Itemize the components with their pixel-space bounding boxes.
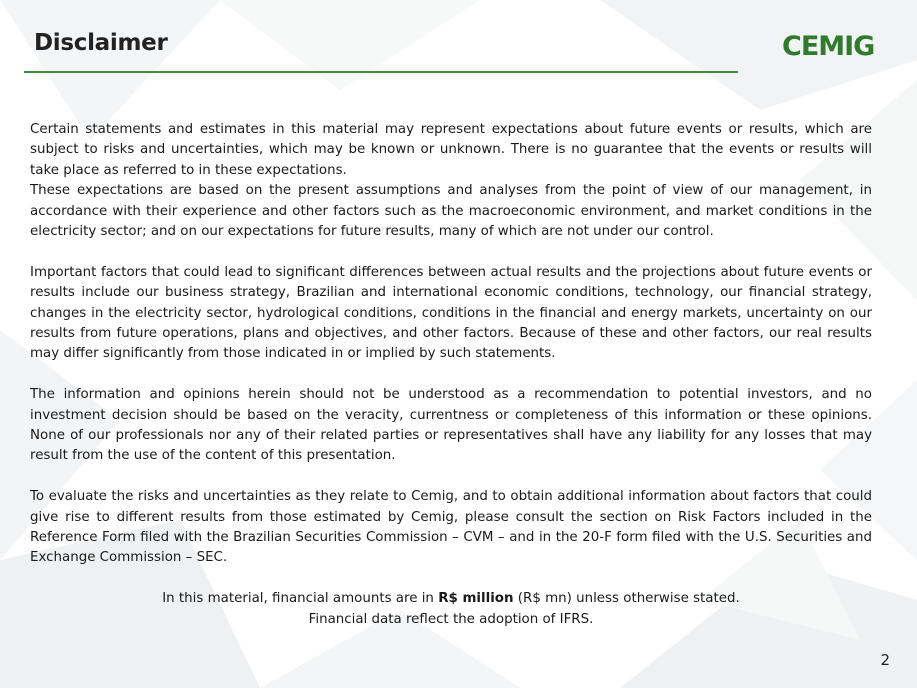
note-prefix: In this material, financial amounts are in bbox=[162, 591, 439, 607]
page-title: Disclaimer bbox=[34, 30, 168, 56]
note-suffix: (R$ mn) unless otherwise stated. bbox=[513, 591, 740, 607]
disclaimer-paragraph: Important factors that could lead to significant differences between actual results and the projections about future events or results include our business strategy, Brazilian and international economic conditions, technology, our financial strategy, changes in the electricity sector, hydrological conditions, conditions in the financial and energy markets, uncertainty on our results from future operations, plans and objectives, and other factors. Because of these and other factors, our real results may differ significantly from those indicated in or implied by such statements. bbox=[30, 264, 872, 362]
page-number: 2 bbox=[880, 651, 890, 669]
financial-note bbox=[30, 589, 872, 630]
disclaimer-paragraph: Certain statements and estimates in this material may represent expectations about future events or results, which are subject to risks and uncertainties, which may be known or unknown. There is no guarantee that the events or results will take place as referred to in these expectations. bbox=[30, 122, 872, 178]
title-underline bbox=[24, 71, 738, 73]
financial-note-line-2: Financial data reflect the adoption of IFRS. bbox=[308, 611, 594, 627]
disclaimer-paragraph: To evaluate the risks and uncertainties as they relate to Cemig, and to obtain additional information about factors that could give rise to different results from those estimated by Cemig, please consult the section on Risk Factors included in the Reference Form filed with the Brazilian Securities Commission – CVM – and in the 20-F form filed with the U.S. Securities and Exchange Commission – SEC. bbox=[30, 489, 872, 566]
cemig-logo bbox=[780, 28, 884, 62]
disclaimer-paragraph: These expectations are based on the present assumptions and analyses from the point of view of our management, in accordance with their experience and other factors such as the macroeconomic environment, and market conditions in the electricity sector; and on our expectations for future results, many of which are not under our control. bbox=[30, 183, 872, 240]
cemig-logo-text: CEMIG bbox=[782, 31, 875, 62]
note-unit-bold: R$ million bbox=[438, 591, 514, 607]
disclaimer-body bbox=[30, 120, 872, 630]
financial-note-line-1 bbox=[30, 589, 872, 609]
disclaimer-paragraph: The information and opinions herein should not be understood as a recommendation to potential investors, and no investment decision should be based on the veracity, currentness or completeness of this information or these opinions. None of our professionals nor any of their related parties or representatives shall have any liability for any losses that may result from the use of the content of this presentation. bbox=[30, 387, 872, 464]
